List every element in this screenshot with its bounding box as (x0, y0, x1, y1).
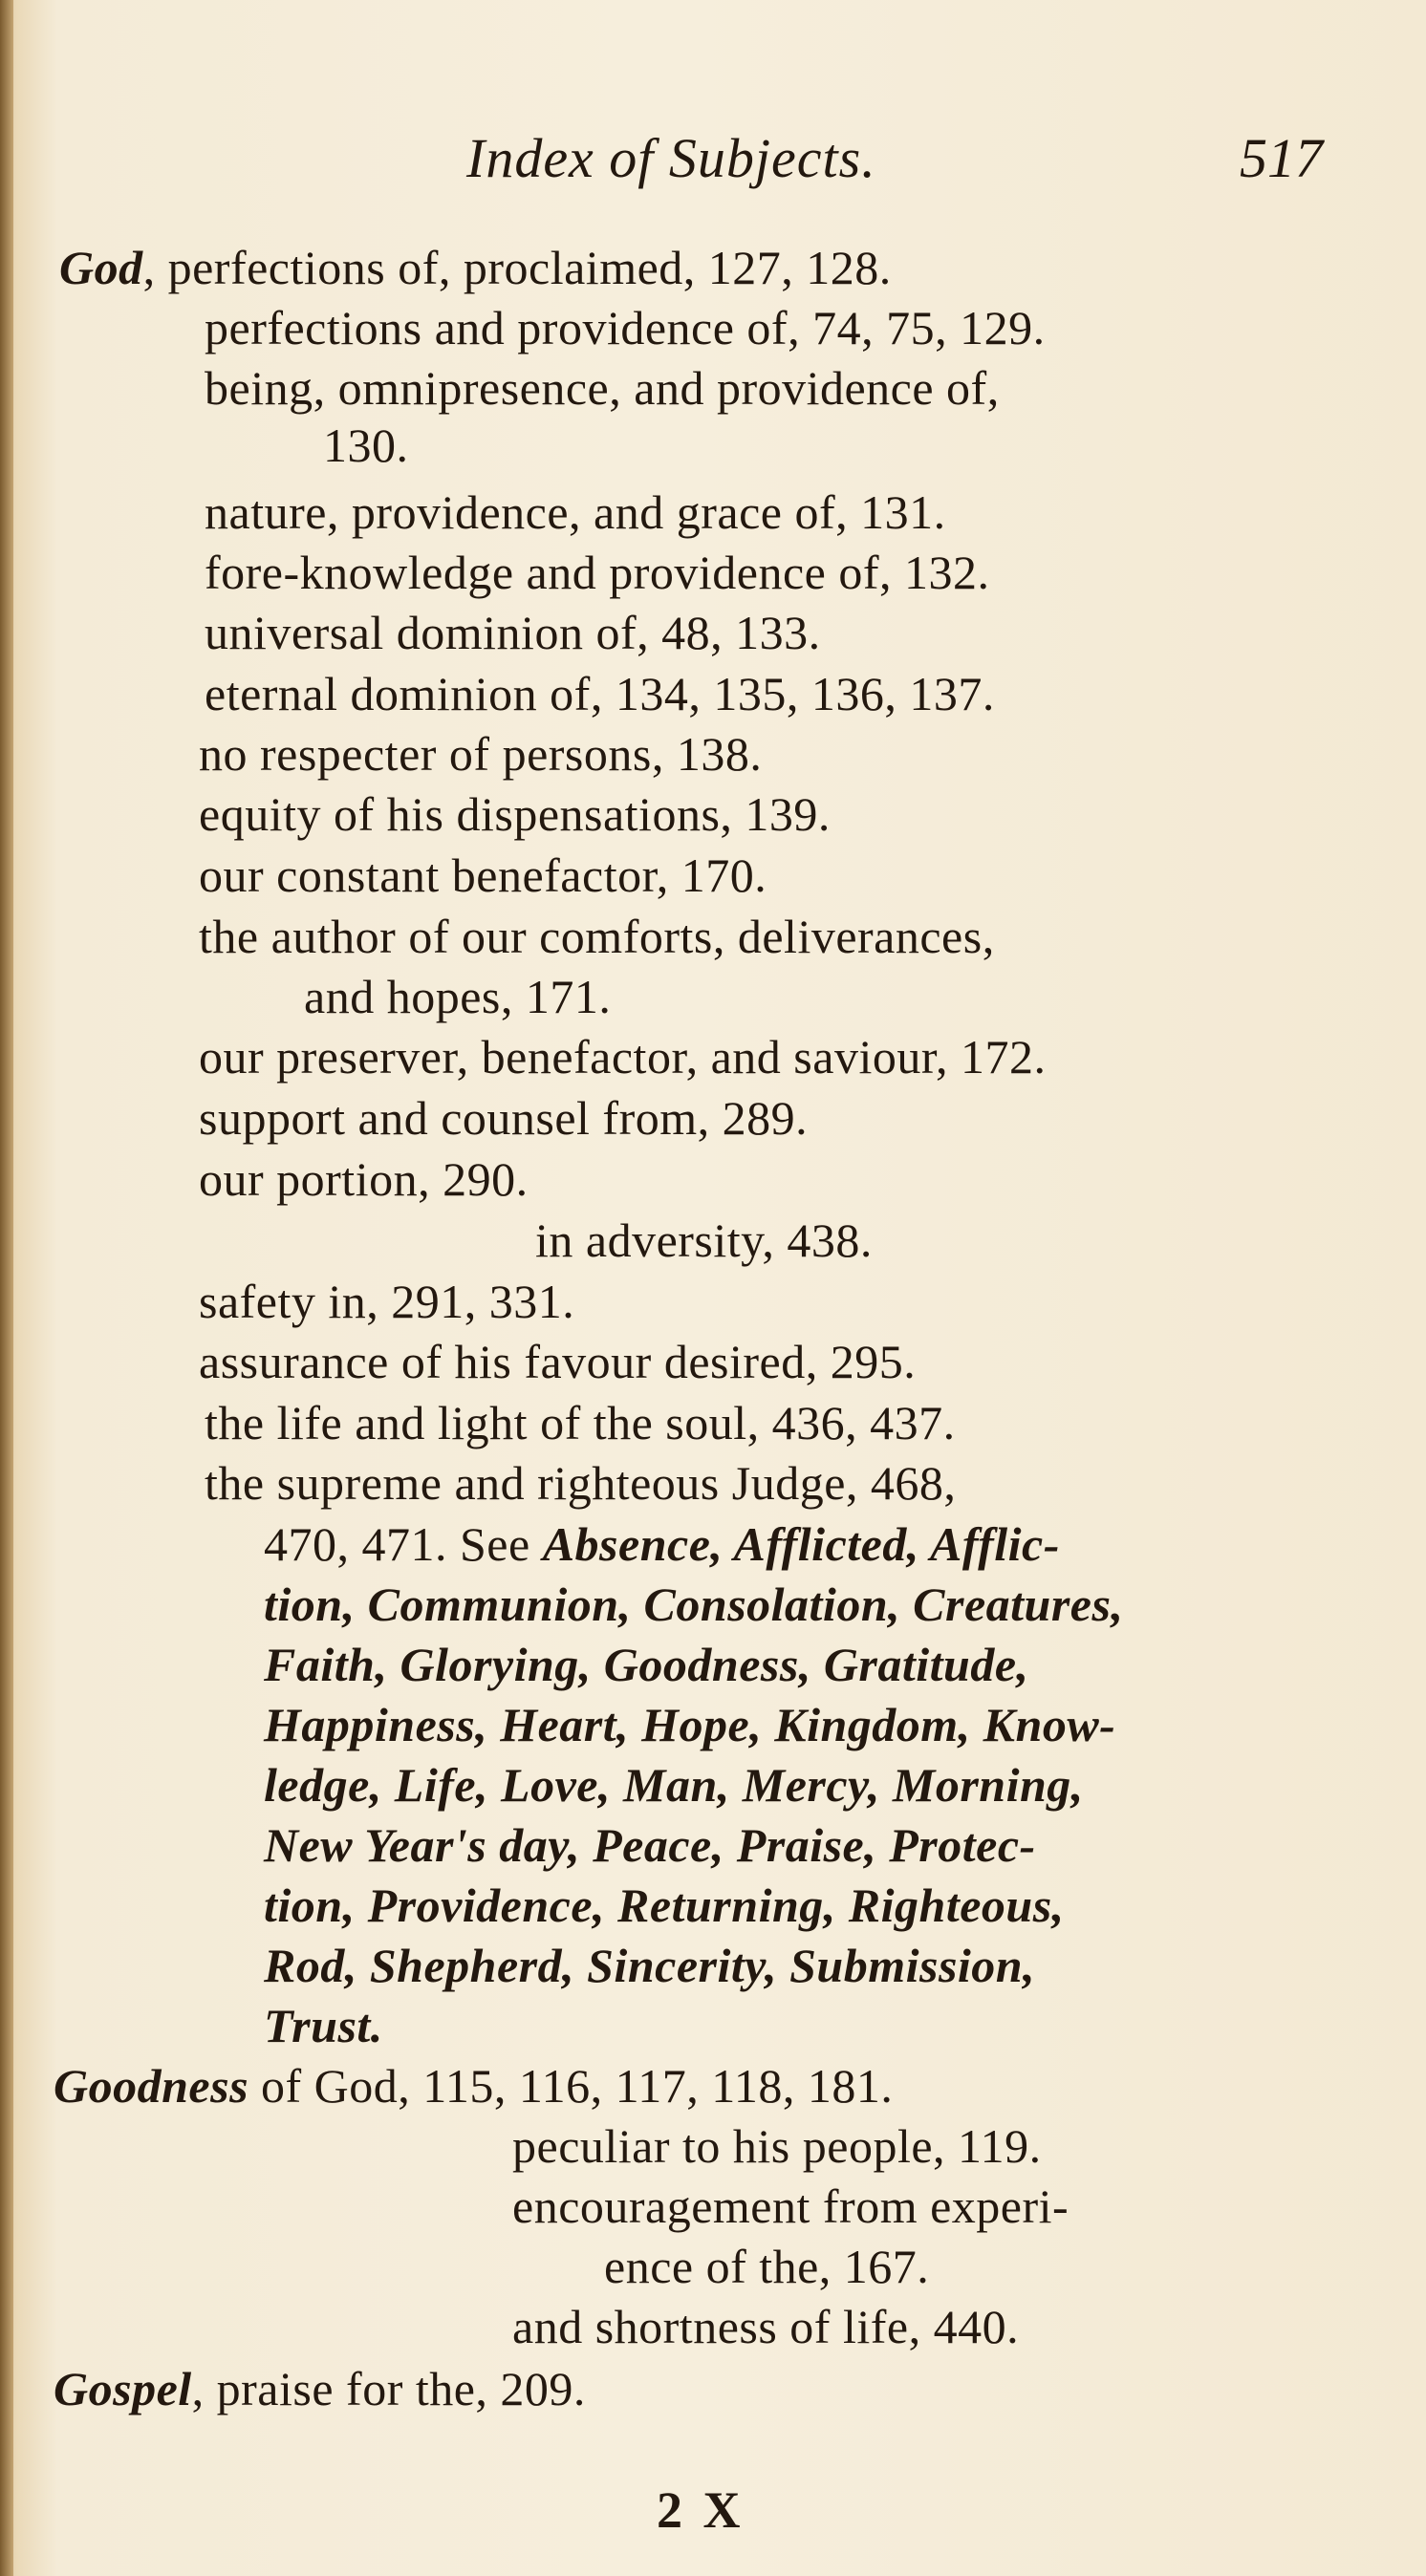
cross-references: New Year's day, Peace, Praise, Protec- (264, 1818, 1036, 1872)
cross-references: Trust. (264, 1999, 383, 2052)
subentry: perfections and providence of, 74, 75, 129. (205, 301, 1046, 354)
subentry: assurance of his favour desired, 295. (199, 1335, 917, 1388)
subentry: no respecter of persons, 138. (199, 727, 763, 781)
entry-text: of God, 115, 116, 117, 118, 181. (248, 2059, 894, 2113)
signature-mark: 2 X (657, 2481, 745, 2539)
subentry: safety in, 291, 331. (199, 1275, 575, 1328)
cross-references: ledge, Life, Love, Man, Mercy, Morning, (264, 1758, 1084, 1812)
subentry: the life and light of the soul, 436, 437. (205, 1396, 956, 1449)
entry-heading-god: God (59, 241, 143, 294)
cross-references: Faith, Glorying, Goodness, Gratitude, (264, 1638, 1029, 1691)
entry-text: , perfections of, proclaimed, 127, 128. (142, 241, 892, 294)
subentry: the author of our comforts, deliverances, (199, 910, 995, 963)
subentry: the supreme and righteous Judge, 468, (205, 1456, 957, 1510)
cross-references: Absence, Afflicted, Afflic- (542, 1517, 1060, 1571)
subentry-continuation: ence of the, 167. (604, 2240, 930, 2293)
subentry: being, omnipresence, and providence of, (205, 361, 1000, 415)
subentry: our preserver, benefactor, and saviour, 172. (199, 1030, 1047, 1084)
page-edge-binding (0, 0, 13, 2576)
page-number: 517 (1240, 127, 1323, 189)
cross-references: tion, Communion, Consolation, Creatures, (264, 1578, 1124, 1631)
subentry: encouragement from experi- (512, 2179, 1070, 2233)
cross-references: tion, Providence, Returning, Righteous, (264, 1878, 1065, 1932)
cross-references: Rod, Shepherd, Sincerity, Submission, (264, 1939, 1036, 1992)
cross-references: Happiness, Heart, Hope, Kingdom, Know- (264, 1698, 1116, 1751)
index-entry-god (59, 239, 892, 296)
subentry: fore-knowledge and providence of, 132. (205, 546, 990, 599)
see-also-prefix: 470, 471. See (264, 1517, 543, 1571)
subentry-continuation: and hopes, 171. (304, 970, 612, 1023)
index-entry-gospel (54, 2360, 586, 2417)
subentry-nested: in adversity, 438. (535, 1213, 873, 1267)
subentry: eternal dominion of, 134, 135, 136, 137. (205, 667, 995, 720)
running-title: Index of Subjects. (466, 127, 876, 189)
subentry: universal dominion of, 48, 133. (205, 606, 821, 659)
subentry: support and counsel from, 289. (199, 1091, 809, 1145)
subentry: our constant benefactor, 170. (199, 848, 767, 902)
entry-heading-gospel: Gospel (54, 2362, 192, 2415)
running-header (0, 126, 1426, 203)
subentry-continuation: 130. (323, 419, 409, 472)
entry-text: , praise for the, 209. (191, 2362, 586, 2415)
entry-heading-goodness: Goodness (54, 2059, 249, 2113)
see-also-line (264, 1515, 1060, 1573)
subentry: and shortness of life, 440. (512, 2300, 1020, 2353)
subentry: peculiar to his people, 119. (512, 2119, 1042, 2173)
index-entry-goodness (54, 2057, 893, 2114)
subentry: equity of his dispensations, 139. (199, 787, 831, 841)
subentry: nature, providence, and grace of, 131. (205, 485, 946, 539)
subentry: our portion, 290. (199, 1152, 529, 1206)
